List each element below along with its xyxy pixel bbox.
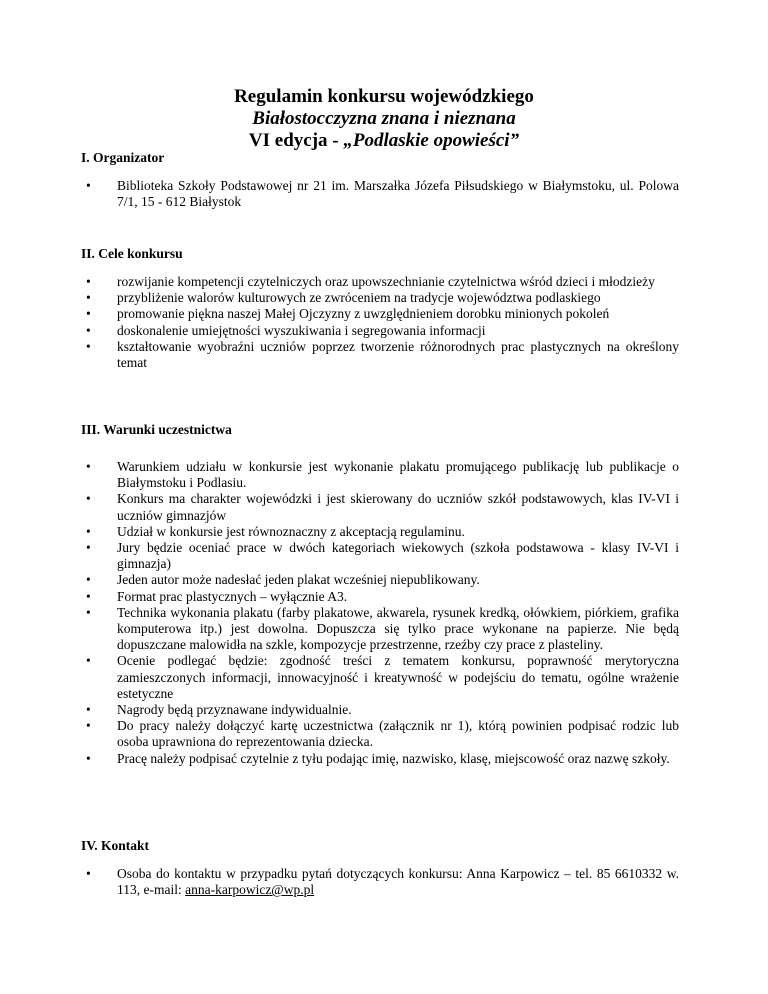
- section-heading-conditions: III. Warunki uczestnictwa: [81, 422, 232, 437]
- section-heading-contact: IV. Kontakt: [81, 838, 150, 853]
- bullet-icon: •: [86, 866, 91, 881]
- bullet-icon: •: [86, 572, 91, 588]
- list-item: • promowanie piękna naszej Małej Ojczyzny z uwzględnieniem dorobku minionych pokoleń: [86, 306, 610, 322]
- document-title: [0, 86, 768, 152]
- list-item: • Konkurs ma charakter wojewódzki i jest skierowany do uczniów szkół podstawowych, klas IV-VI i uczniów gimnazjów: [86, 491, 679, 523]
- bullet-icon: •: [86, 702, 91, 718]
- bullet-icon: •: [86, 290, 91, 306]
- title-line-2: Białostocczyzna znana i nieznana: [252, 108, 516, 129]
- list-item: • Biblioteka Szkoły Podstawowej nr 21 im. Marszałka Józefa Piłsudskiego w Białymstoku, ul. Polowa 7/1, 15 - 612 Białystok: [86, 178, 679, 210]
- bullet-icon: •: [86, 306, 91, 322]
- bullet-icon: •: [86, 178, 91, 193]
- list-item: • Nagrody będą przyznawane indywidualnie.: [86, 702, 352, 718]
- list-item: • Do pracy należy dołączyć kartę uczestnictwa (załącznik nr 1), którą powinien podpisać rodzic lub osoba uprawniona do reprezentowania dziecka.: [86, 718, 679, 750]
- list-item: • przybliżenie walorów kulturowych ze zwróceniem na tradycje województwa podlaskiego: [86, 290, 601, 306]
- section-heading-organizer: I. Organizator: [81, 150, 165, 165]
- bullet-icon: •: [86, 523, 91, 539]
- list-item: • doskonalenie umiejętności wyszukiwania i segregowania informacji: [86, 322, 486, 338]
- list-item: • Technika wykonania plakatu (farby plakatowe, akwarela, rysunek kredką, ołówkiem, piórkiem, grafika komputerowa itp.) jest dowolna. Dopuszcza się tylko prace wykonane na papierze. Nie będą dopuszczane malowidła na szkle, kompozycje przestrzenne, rzeźby czy prace z plasteliny.: [86, 604, 679, 653]
- contact-list: [81, 866, 679, 898]
- title-line-3: [0, 130, 768, 152]
- bullet-icon: •: [86, 491, 91, 507]
- list-item: • Jury będzie oceniać prace w dwóch kategoriach wiekowych (szkoła podstawowa - klasy IV-VI i gimnazja): [86, 540, 679, 572]
- list-item: • Jeden autor może nadesłać jeden plakat wcześniej niepublikowany.: [86, 572, 480, 588]
- bullet-icon: •: [86, 604, 91, 620]
- contact-email-link[interactable]: anna-karpowicz@wp.pl: [185, 882, 315, 898]
- goals-list: [81, 274, 679, 371]
- list-item: • Format prac plastycznych – wyłącznie A3.: [86, 588, 348, 604]
- list-item: • Ocenie podlegać będzie: zgodność treści z tematem konkursu, poprawność merytoryczna zamieszczonych informacji, innowacyjność i kreatywność w podejściu do tematu, ogólne wrażenie estetyczne: [86, 653, 679, 701]
- list-item: • Warunkiem udziału w konkursie jest wykonanie plakatu promującego publikację lub publikacje o Białymstoku i Podlasiu.: [86, 459, 679, 491]
- list-item: • Udział w konkursie jest równoznaczny z akceptacją regulaminu.: [86, 523, 465, 539]
- bullet-icon: •: [86, 322, 91, 338]
- contact-text: Osoba do kontaktu w przypadku pytań dotyczących konkursu: Anna Karpowicz – tel. 85 6610332 w. 113, e-mail:: [117, 866, 679, 898]
- title-line-1: Regulamin konkursu wojewódzkiego: [234, 86, 534, 107]
- bullet-icon: •: [86, 459, 91, 474]
- list-item: • kształtowanie wyobraźni uczniów poprzez tworzenie różnorodnych prac plastycznych na określony temat: [86, 338, 679, 371]
- title-line-3-prefix: VI edycja -: [248, 130, 344, 151]
- list-item: [81, 866, 679, 898]
- bullet-icon: •: [86, 653, 91, 669]
- title-line-3-italic: „Podlaskie opowieści”: [343, 130, 520, 151]
- section-heading-goals: II. Cele konkursu: [81, 246, 183, 261]
- list-item: • rozwijanie kompetencji czytelniczych oraz upowszechnianie czytelnictwa wśród dzieci i młodzieży: [86, 274, 655, 289]
- list-item: • Pracę należy podpisać czytelnie z tyłu podając imię, nazwisko, klasę, miejscowość oraz nazwę szkoły.: [86, 750, 670, 766]
- bullet-icon: •: [86, 588, 91, 604]
- bullet-icon: •: [86, 750, 91, 766]
- bullet-icon: •: [86, 540, 91, 556]
- conditions-list: [81, 459, 679, 767]
- organizer-list: [81, 178, 679, 210]
- bullet-icon: •: [86, 274, 91, 289]
- bullet-icon: •: [86, 338, 91, 354]
- bullet-icon: •: [86, 718, 91, 734]
